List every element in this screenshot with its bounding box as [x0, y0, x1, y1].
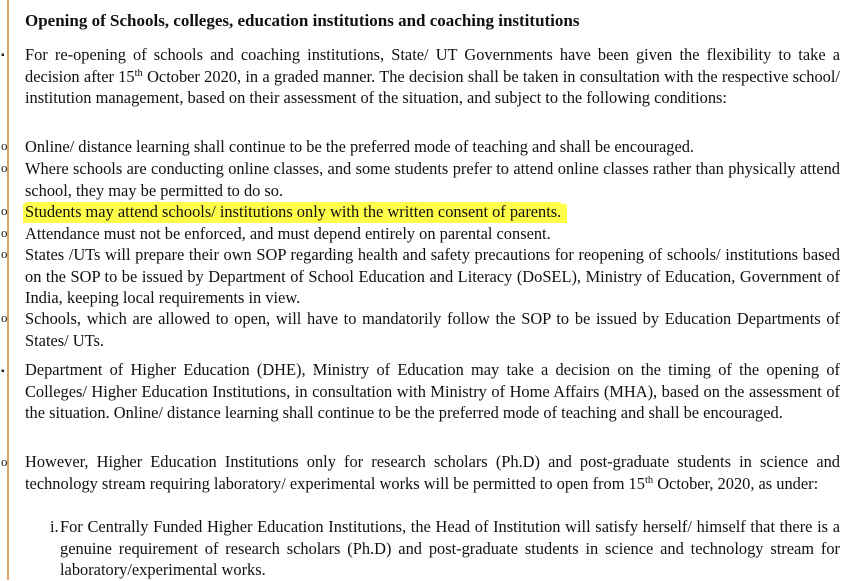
hollow-bullet-icon: o — [1, 454, 8, 469]
intro-paragraph: For re-opening of schools and coaching institutions, State/ UT Governments have been given the flexibility to take a decision after 15th October 2020, in a graded manner. The decision shall be taken in consultation with the respective school/ institution management, based on their assessment of the situation, and subject to the following conditions: — [25, 45, 840, 107]
condition-item: Where schools are conducting online classes, and some students prefer to attend online classes rather than physically attend school, they may be permitted to do so. — [25, 159, 840, 200]
condition-item: Schools, which are allowed to open, will have to mandatorily follow the SOP to be issued by Education Departments of States/ UTs. — [25, 309, 840, 350]
hollow-bullet-icon: o — [1, 160, 8, 175]
highlight-mark: Students may attend schools/ institutions only with the written consent of parents. — [25, 202, 562, 221]
condition-item-highlighted — [25, 201, 840, 223]
hollow-bullet-icon: o — [1, 225, 8, 240]
square-bullet-icon: ▪ — [1, 366, 5, 377]
sub-item-number: i. — [50, 517, 59, 536]
hollow-bullet-icon: o — [1, 203, 8, 218]
sub-item — [50, 516, 840, 581]
square-bullet-icon: ▪ — [1, 50, 5, 61]
condition-item: Attendance must not be enforced, and must depend entirely on parental consent. — [25, 224, 551, 243]
section-heading: Opening of Schools, colleges, education institutions and coaching institutions — [25, 11, 580, 30]
margin-rule — [7, 0, 9, 580]
research-paragraph: However, Higher Education Institutions only for research scholars (Ph.D) and post-graduate students in science and technology stream requiring laboratory/ experimental works will be permitted to open from 15th October, 2020, as under: — [25, 452, 840, 493]
sub-item-text: For Centrally Funded Higher Education Institutions, the Head of Institution will satisfy herself/ himself that there is a genuine requirement of research scholars (Ph.D) and post-graduate students in science and technology stream for laboratory/experimental works. — [60, 517, 840, 579]
condition-item: Online/ distance learning shall continue to be the preferred mode of teaching and shall be encouraged. — [25, 137, 695, 156]
hollow-bullet-icon: o — [1, 138, 8, 153]
dhe-paragraph: Department of Higher Education (DHE), Ministry of Education may take a decision on the timing of the opening of Colleges/ Higher Education Institutions, in consultation with Ministry of Home Affairs (MHA), based on the assessment of the situation. Online/ distance learning shall continue to be the preferred mode of teaching and shall be encouraged. — [25, 360, 840, 422]
condition-item: States /UTs will prepare their own SOP regarding health and safety precautions for reopening of schools/ institutions based on the SOP to be issued by Department of School Education and Literacy (DoSEL), Ministry of Education, Government of India, keeping local requirements in view. — [25, 245, 840, 307]
hollow-bullet-icon: o — [1, 310, 8, 325]
hollow-bullet-icon: o — [1, 246, 8, 261]
